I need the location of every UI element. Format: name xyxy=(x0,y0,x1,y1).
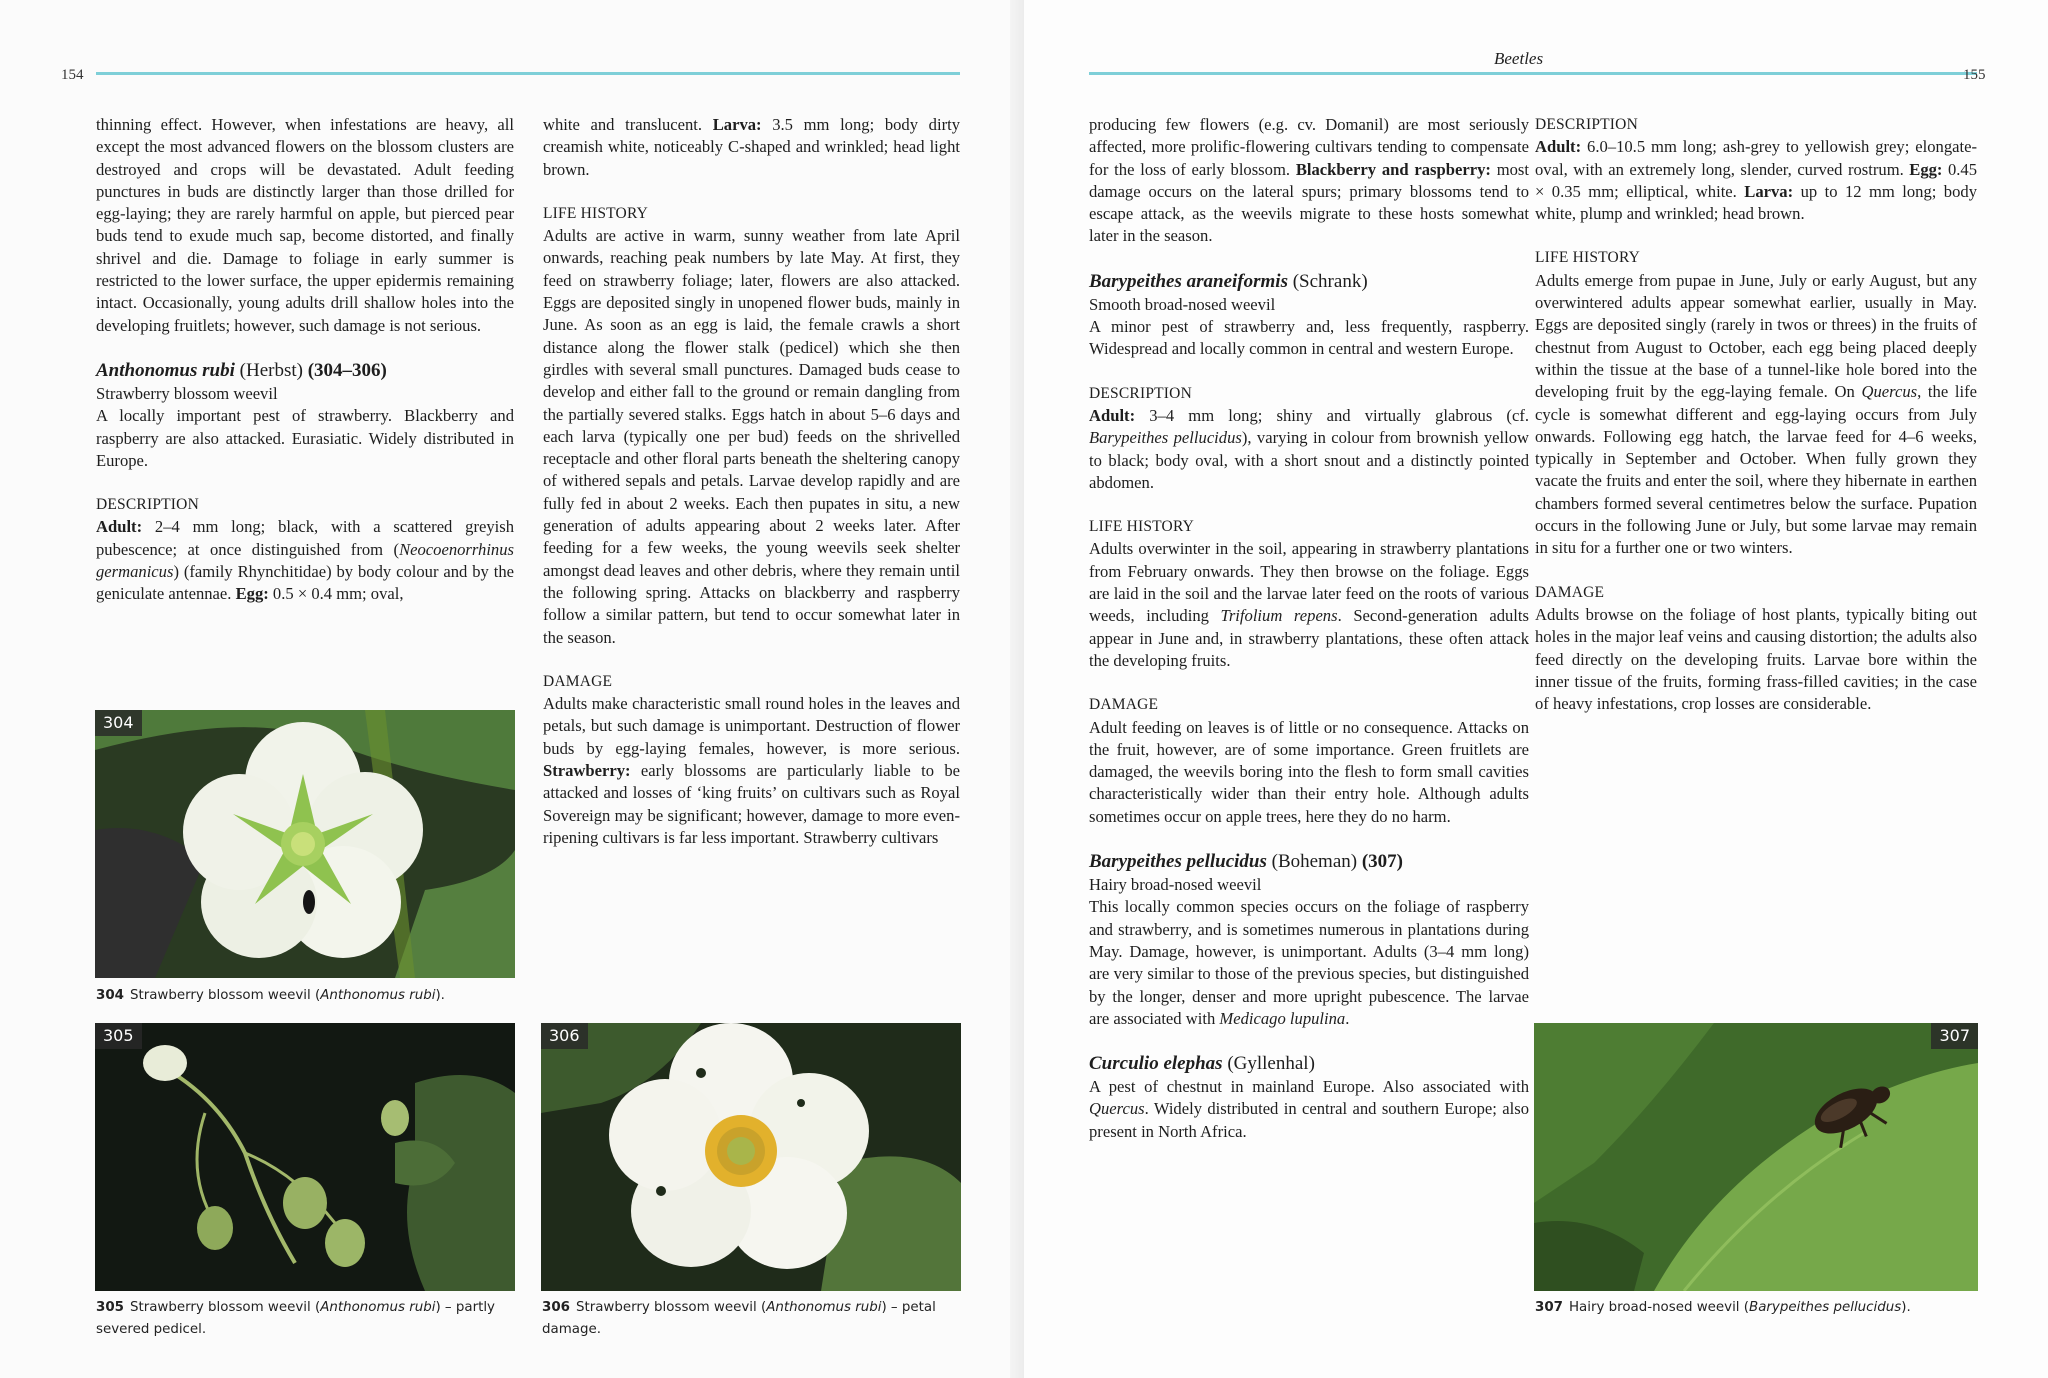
section-heading: DAMAGE xyxy=(1089,696,1159,714)
species-heading: Barypeithes pellucidus (Boheman) (307) xyxy=(1089,851,1404,873)
species-heading: Curculio elephas (Gyllenhal) xyxy=(1089,1053,1315,1075)
section-heading: LIFE HISTORY xyxy=(543,204,649,222)
figure-number-badge: 306 xyxy=(541,1023,588,1049)
section-heading: DESCRIPTION xyxy=(1535,116,1638,133)
page-number-left: 154 xyxy=(61,67,84,83)
section-heading: LIFE HISTORY xyxy=(1089,518,1195,536)
common-name: Strawberry blossom weevil xyxy=(96,383,278,403)
paragraph: A minor pest of strawberry and, less frequently, raspberry. Widespread and locally common in central and western Europe. xyxy=(1089,317,1529,359)
paragraph: Adults overwinter in the soil, appearing in strawberry plantations from February onwards. They then browse on the foliage. Eggs are laid in the soil and the larvae later feed on the roots of various weeds, including Trifolium repens. Second-generation adults appear in June and, in strawberry plantations, these often attack the developing fruits. xyxy=(1089,539,1529,670)
right-page xyxy=(1024,0,2048,1378)
figure-number-badge: 304 xyxy=(95,710,142,736)
figure-number-badge: 307 xyxy=(1931,1023,1978,1049)
paragraph: white and translucent. Larva: 3.5 mm long; body dirty creamish white, noticeably C-shaped and wrinkled; head light brown. xyxy=(543,115,960,179)
header-rule-right xyxy=(1089,72,1977,75)
paragraph: A locally important pest of strawberry. Blackberry and raspberry are also attacked. Eurasiatic. Widely distributed in Europe. xyxy=(96,406,514,470)
caption-306: 306 Strawberry blossom weevil (Anthonomus rubi) – petal damage. xyxy=(542,1300,936,1337)
photo-307-broad-nosed-weevil xyxy=(1534,1023,1978,1291)
left-column-2 xyxy=(543,114,960,849)
header-rule-left xyxy=(96,72,960,75)
photo-306-petal-damage xyxy=(541,1023,961,1291)
section-heading: DAMAGE xyxy=(543,672,613,690)
paragraph: producing few flowers (e.g. cv. Domanil) are most seriously affected, more prolific-flowering cultivars tending to compensate for the loss of early blossom. Blackberry and raspberry: most damage occurs on the lateral spurs; primary blossoms tend to escape attack, as the weevils migrate to these hosts somewhat later in the season. xyxy=(1089,115,1529,246)
paragraph: Adults are active in warm, sunny weather from late April onwards, reaching peak numbers by late May. At first, they feed on strawberry foliage; later, flowers are also attacked. Eggs are deposited singly in unopened flower buds, mainly in June. As soon as an egg is laid, the female crawls a short distance along the flower stalk (pedicel) which she then girdles with several small punctures. Damaged buds cease to develop and either fall to the ground or remain dangling from the partially severed stalks. Eggs hatch in about 5–6 days and each larva (typically one per bud) feeds on the shrivelled receptacle and other floral parts beneath the sheltering canopy of withered sepals and petals. Larvae develop rapidly and are fully fed in about 2 weeks. Each then pupates in situ, a new generation of adults appearing about 2 weeks later. After feeding for a few weeks, the young weevils seek shelter amongst dead leaves and other debris, where they remain until the following spring. Attacks on blackberry and raspberry follow a similar pattern, but tend to occur somewhat later in the season. xyxy=(543,226,960,647)
photo-304-strawberry-flower-weevil xyxy=(95,710,515,978)
species-heading: Anthonomus rubi (Herbst) (304–306) xyxy=(96,359,387,381)
right-column-1 xyxy=(1089,114,1529,1143)
paragraph: Adult: 6.0–10.5 mm long; ash-grey to yellowish grey; elongate-oval, with an extremely long, slender, curved rostrum. Egg: 0.45 × 0.35 mm; elliptical, white. Larva: up to 12 mm long; body white, plump and wrinkled; head brown. xyxy=(1535,137,1977,224)
paragraph: Adult: 3–4 mm long; shiny and virtually glabrous (cf. Barypeithes pellucidus), varying in colour from brownish yellow to black; body oval, with a short snout and a distinctly pointed abdomen. xyxy=(1089,405,1529,492)
section-heading: DESCRIPTION xyxy=(1089,384,1192,402)
paragraph: Adult: 2–4 mm long; black, with a scattered greyish pubescence; at once distinguished from (Neocoenorrhinus germanicus) (family Rhynchitidae) by body colour and by the geniculate antennae. Egg: 0.5 × 0.4 mm; oval, xyxy=(96,517,514,604)
paragraph: Adult feeding on leaves is of little or no consequence. Attacks on the fruit, however, are of some importance. Green fruitlets are damaged, the weevils boring into the flesh to form small cavities characteristically wider than their entry hole. Although adults sometimes occur on apple trees, here they do no harm. xyxy=(1089,717,1529,826)
paragraph: Adults emerge from pupae in June, July or early August, but any overwintered adults appear somewhat earlier, usually in May. Eggs are deposited singly (rarely in twos or threes) in the fruits of chestnut from August to October, each egg being placed deeply within the tissue at the base of a tunnel-like hole bored into the developing fruit by the egg-laying female. On Quercus, the life cycle is somewhat different and egg-laying occurs from July onwards. Following egg hatch, the larvae feed for 4–6 weeks, typically in September and October. When fully grown they vacate the fruits and enter the soil, where they hibernate in earthen chambers formed several centimetres below the surface. Pupation occurs in the following June or July, but some larvae may remain in situ for a further one or two winters. xyxy=(1535,270,1977,558)
common-name: Hairy broad-nosed weevil xyxy=(1089,875,1262,895)
caption-307: 307 Hairy broad-nosed weevil (Barypeithes pellucidus). xyxy=(1535,1300,1911,1315)
paragraph: thinning effect. However, when infestations are heavy, all except the most advanced flowers on the blossom clusters are destroyed and crops will be devastated. Adult feeding punctures in buds are distinctly larger than those drilled for egg-laying; they are rarely harmful on apple, but pierced pear buds tend to exude much sap, become distorted, and finally shrivel and die. Damage to foliage in early summer is restricted to the lower surface, the upper epidermis remaining intact. Occasionally, young adults drill shallow holes into the developing fruitlets; however, such damage is not serious. xyxy=(96,115,514,335)
paragraph: Adults browse on the foliage of host plants, typically biting out holes in the major leaf veins and causing distortion; the adults also feed directly on the developing fruits. Larvae bore within the inner tissue of the fruits, forming frass-filled cavities; in the case of heavy infestations, crop losses are considerable. xyxy=(1535,604,1977,714)
section-heading: DESCRIPTION xyxy=(96,496,199,514)
paragraph: This locally common species occurs on the foliage of raspberry and strawberry, and is sometimes numerous in plantations during May. Damage, however, is unimportant. Adults (3–4 mm long) are very similar to those of the previous species, but distinguished by the longer, denser and more upright pubescence. The larvae are associated with Medicago lupulina. xyxy=(1089,897,1529,1028)
right-column-2 xyxy=(1535,114,1977,715)
species-heading: Barypeithes araneiformis (Schrank) xyxy=(1089,270,1368,292)
paragraph: A pest of chestnut in mainland Europe. Also associated with Quercus. Widely distributed in central and southern Europe; also present in North Africa. xyxy=(1089,1077,1529,1141)
common-name: Smooth broad-nosed weevil xyxy=(1089,294,1276,314)
left-column-1 xyxy=(96,114,514,606)
figure-number-badge: 305 xyxy=(95,1023,142,1049)
section-heading: DAMAGE xyxy=(1535,583,1605,601)
photo-305-severed-pedicel xyxy=(95,1023,515,1291)
running-head: Beetles xyxy=(1494,49,1544,68)
caption-304: 304 Strawberry blossom weevil (Anthonomus rubi). xyxy=(96,988,445,1003)
caption-305: 305 Strawberry blossom weevil (Anthonomus rubi) – partly severed pedicel. xyxy=(96,1300,495,1337)
section-heading: LIFE HISTORY xyxy=(1535,249,1641,267)
paragraph: Adults make characteristic small round holes in the leaves and petals, but such damage is unimportant. Destruction of flower buds by egg-laying females, however, is more serious. Strawberry: early blossoms are particularly liable to be attacked and losses of ‘king fruits’ on cultivars such as Royal Sovereign may be significant; however, damage to more even-ripening cultivars is far less important. Strawberry cultivars xyxy=(543,694,960,847)
page-number-right: 155 xyxy=(1963,67,1986,83)
